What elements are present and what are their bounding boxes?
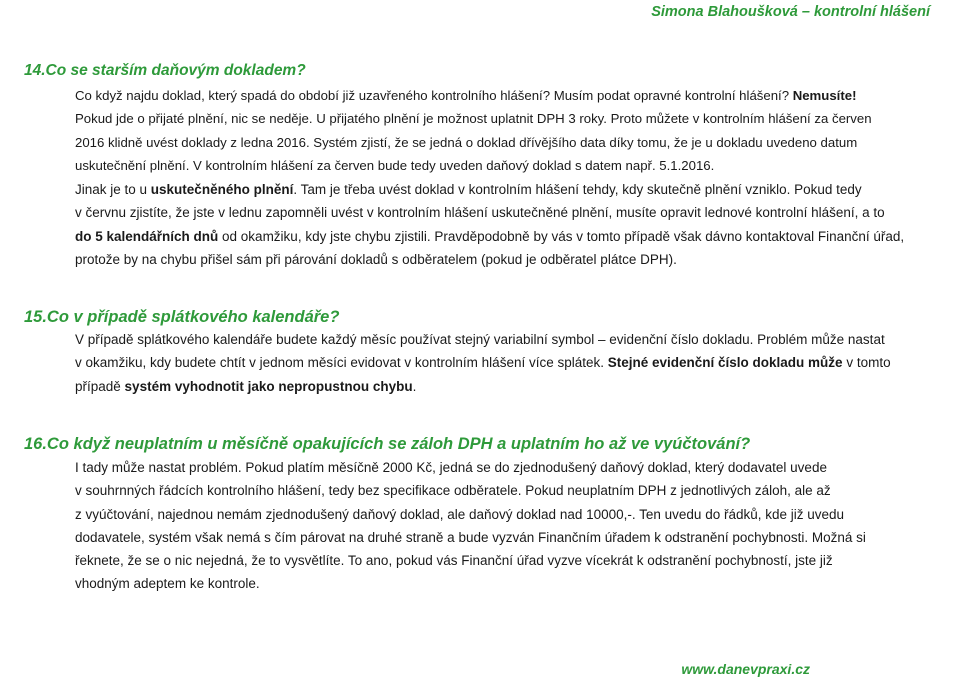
section-16-paragraph [75, 456, 960, 596]
text-line: Co když najdu doklad, který spadá do období již uzavřeného kontrolního hlášení? Musím podat opravné kontrolní hlášení? Nemusíte! [75, 88, 857, 103]
section-15-heading: 15.Co v případě splátkového kalendáře? [24, 308, 340, 326]
text-line: I tady může nastat problém. Pokud platím měsíčně 2000 Kč, jedná se do zjednodušený daňový doklad, který dodavatel uvede [75, 460, 827, 475]
text-line: řeknete, že se o nic nejedná, že to vysvětlíte. To ano, pokud vás Finanční úřad vyzve vícekrát k odstranění pochybností, jste již [75, 553, 833, 569]
text-line: uskutečnění plnění. V kontrolním hlášení za červen bude tedy uveden daňový doklad s datem např. 5.1.2016. [75, 157, 715, 173]
section-16-heading: 16.Co když neuplatním u měsíčně opakujících se záloh DPH a uplatním ho až ve vyúčtování? [24, 435, 751, 453]
document-header: Simona Blahoušková – kontrolní hlášení [651, 4, 930, 20]
text-line: z vyúčtování, najednou nemám zjednodušený daňový doklad, ale daňový doklad nad 10000,-. Ten uvedu do řádků, kde již uvedu [75, 506, 845, 522]
section-14-paragraph-2 [75, 178, 960, 271]
text-line: případě systém vyhodnotit jako nepropustnou chybu. [75, 378, 417, 394]
text-line: v souhrnných řádcích kontrolního hlášení, tedy bez specifikace odběratele. Pokud neuplatním DPH z jednotlivých záloh, ale až [75, 483, 831, 499]
text-line: v červnu zjistíte, že jste v lednu zapomněli uvést v kontrolním hlášení uskutečněné plnění, musíte opravit lednové kontrolní hlášení, a to [75, 205, 885, 221]
section-15-paragraph [75, 328, 960, 398]
text-line: V případě splátkového kalendáře budete každý měsíc používat stejný variabilní symbol – evidenční číslo dokladu. Problém může nastat [75, 332, 885, 347]
section-14-heading: 14.Co se starším daňovým dokladem? [24, 62, 306, 79]
text-line: protože by na chybu přišel sám při párování dokladů s odběratelem (pokud je odběratel plátce DPH). [75, 251, 677, 267]
text-line: vhodným adeptem ke kontrole. [75, 576, 260, 592]
text-line: dodavatele, systém však nemá s čím párovat na druhé straně a bude vyzván Finančním úřadem k odstranění pochybnosti. Možná si [75, 529, 866, 545]
text-line: do 5 kalendářních dnů od okamžiku, kdy jste chybu zjistili. Pravděpodobně by vás v tomto případě však dávno kontaktoval Finanční úřad, [75, 228, 905, 244]
text-line: 2016 klidně uvést doklady z ledna 2016. Systém zjistí, že se jedná o doklad dřívějšího data díky tomu, že je u dokladu uvedeno datum [75, 134, 858, 150]
text-line: Jinak je to u uskutečněného plnění. Tam je třeba uvést doklad v kontrolním hlášení tehdy, kdy skutečně plnění vzniklo. Pokud tedy [75, 182, 862, 197]
text-line: v okamžiku, kdy budete chtít v jednom měsíci evidovat v kontrolním hlášení více splátek. Stejné evidenční číslo dokladu může v tomto [75, 355, 891, 371]
section-14-paragraph-1 [75, 84, 960, 177]
text-line: Pokud jde o přijaté plnění, nic se neděje. U přijatého plnění je možnost uplatnit DPH 3 roky. Proto můžete v kontrolním hlášení za červen [75, 111, 872, 127]
footer-website: www.danevpraxi.cz [681, 661, 810, 677]
